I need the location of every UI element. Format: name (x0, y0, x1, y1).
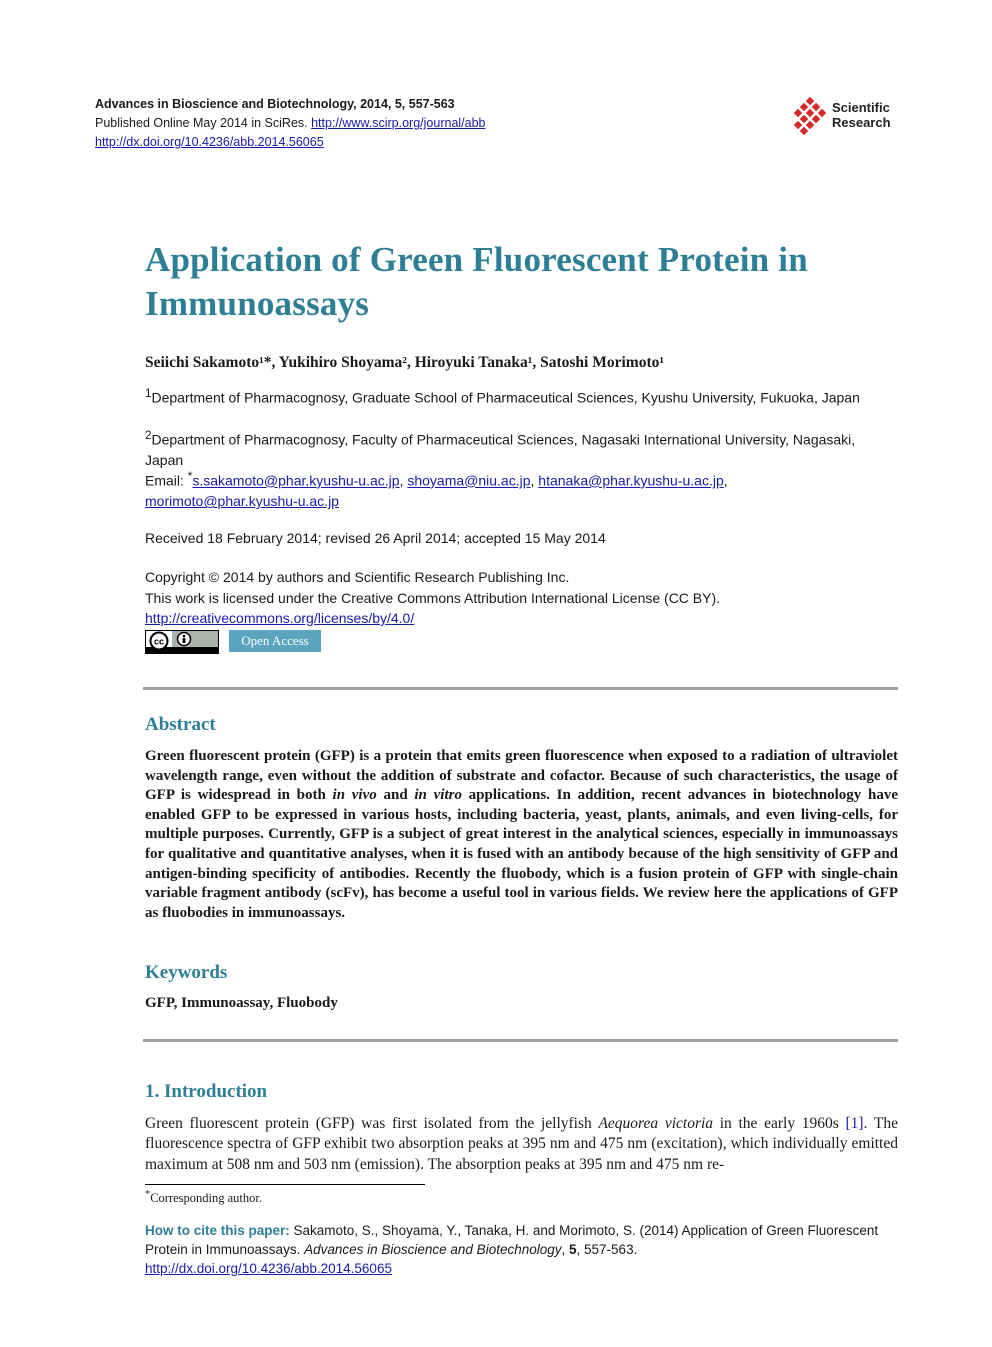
copyright-block (145, 567, 885, 629)
cite-doi-link[interactable]: http://dx.doi.org/10.4236/abb.2014.56065 (145, 1261, 392, 1276)
license-line: This work is licensed under the Creative Commons Attribution International License (CC BY). (145, 589, 721, 606)
footnote-star: * (145, 1189, 151, 1200)
footnote (145, 1189, 262, 1206)
published-line (95, 114, 486, 133)
keywords-heading: Keywords (145, 962, 228, 983)
email-link-1[interactable]: s.sakamoto@phar.kyushu-u.ac.jp (192, 472, 400, 489)
affiliation-2 (145, 426, 885, 471)
cite-label: How to cite this paper: (145, 1223, 290, 1238)
abstract-part2: and (376, 787, 415, 804)
email-link-2[interactable]: shoyama@niu.ac.jp (407, 472, 531, 489)
intro-part2: in the early 1960s (713, 1115, 846, 1132)
section-divider-bottom (143, 1039, 898, 1042)
logo-text (832, 100, 891, 130)
license-url-link[interactable]: http://creativecommons.org/licenses/by/4.0/ (145, 610, 415, 626)
abstract-part3: applications. In addition, recent advances in biotechnology have enabled GFP to be expressed in various hosts, including bacteria, yeast, plants, animals, and even living-cells, for multiple purposes. Currently, GFP is a subject of great interest in the analytical sciences, especially in immunoassays for qualitative and quantitative analyses, when it is fused with an antibody because of the high sensitivity of GFP and antigen-binding specificity of antibodies. Recently the fluobody, which is a fusion protein of GFP with single-chain variable fragment antibody (scFv), has become a useful tool in various fields. We review here the applications of GFP as fluobodies in immunoassays. (145, 787, 898, 921)
email-block: Email: *s.sakamoto@phar.kyushu-u.ac.jp, shoyama@niu.ac.jp, htanaka@phar.kyushu-u.ac.jp, morimoto@phar.kyushu-u.ac.jp (145, 470, 728, 510)
intro-part3: . The fluorescence spectra of GFP exhibit two absorption peaks at 395 nm and 475 nm (excitation), which individually emitted maximum at 508 nm and 503 nm (emission). The absorption peaks at 395 nm and 475 nm re- (145, 1115, 898, 1173)
intro-part1: Green fluorescent protein (GFP) was first isolated from the jellyfish (145, 1115, 599, 1132)
email-star: * (187, 470, 193, 483)
copyright-line: Copyright © 2014 by authors and Scientific Research Publishing Inc. (145, 569, 570, 585)
footnote-text: Corresponding author. (150, 1191, 262, 1206)
published-prefix: Published Online May 2014 in SciRes. (95, 116, 308, 130)
journal-citation-line: Advances in Bioscience and Biotechnology, 2014, 5, 557-563 (95, 97, 455, 111)
cite-text3: , 557-563. (576, 1242, 638, 1257)
affiliation-1-sup: 1 (145, 387, 152, 400)
abstract-heading: Abstract (145, 714, 216, 735)
email-link-3[interactable]: htanaka@phar.kyushu-u.ac.jp (538, 472, 724, 489)
email-link-4[interactable]: morimoto@phar.kyushu-u.ac.jp (145, 493, 339, 510)
intro-species: Aequorea victoria (598, 1115, 714, 1132)
affiliation-1-text: Department of Pharmacognosy, Graduate School of Pharmaceutical Sciences, Kyushu University, Fukuoka, Japan (151, 389, 860, 406)
logo-line1: Scientific (832, 100, 890, 115)
introduction-heading: 1. Introduction (145, 1081, 268, 1102)
journal-url-link[interactable]: http://www.scirp.org/journal/abb (311, 116, 486, 130)
svg-text:cc: cc (153, 636, 165, 647)
abstract-part1: Green fluorescent protein (GFP) is a protein that emits green fluorescence when exposed to a radiation of ultraviolet wavelength range, even without the addition of substrate and cofactor. Because of such characteristics, the usage of GFP is widespread in both (145, 748, 898, 804)
open-access-badge: Open Access (229, 630, 321, 652)
introduction-text (145, 1114, 898, 1175)
email-label: Email: (145, 472, 184, 489)
abstract-in-vitro: in vitro (414, 787, 462, 804)
section-divider-top (143, 687, 898, 690)
reference-link-1[interactable]: [1] (845, 1115, 864, 1132)
cc-by-badge-graphic (146, 631, 218, 653)
cc-by-icon[interactable] (145, 630, 219, 654)
keywords-text: GFP, Immunoassay, Fluobody (145, 995, 338, 1011)
author-list: Seiichi Sakamoto¹*, Yukihiro Shoyama², Hiroyuki Tanaka¹, Satoshi Morimoto¹ (145, 354, 665, 371)
logo-diamond-icon (790, 96, 830, 136)
affiliation-2-text: Department of Pharmacognosy, Faculty of Pharmaceutical Sciences, Nagasaki International University, Nagasaki, Japan (145, 431, 856, 469)
affiliation-1 (145, 384, 885, 408)
affiliation-2-sup: 2 (145, 429, 152, 442)
journal-header (95, 95, 486, 152)
citation-block (145, 1221, 898, 1278)
abstract-in-vivo: in vivo (332, 787, 377, 804)
cite-journal: Advances in Bioscience and Biotechnology (304, 1242, 562, 1257)
paper-title: Application of Green Fluorescent Protein in Immunoassays (145, 240, 808, 323)
cite-volume: 5 (569, 1242, 577, 1257)
header-doi-link[interactable]: http://dx.doi.org/10.4236/abb.2014.56065 (95, 135, 324, 149)
logo-line2: Research (832, 115, 891, 130)
cite-text1: Sakamoto, S., Shoyama, Y., Tanaka, H. and Morimoto, S. (2014) Application of Green Fluorescent Protein in Immunoassays. (145, 1223, 879, 1257)
footnote-rule (145, 1184, 425, 1185)
received-dates: Received 18 February 2014; revised 26 April 2014; accepted 15 May 2014 (145, 530, 606, 546)
cite-text2: , (561, 1242, 570, 1257)
scientific-research-logo (790, 96, 910, 136)
abstract-text (145, 747, 898, 923)
